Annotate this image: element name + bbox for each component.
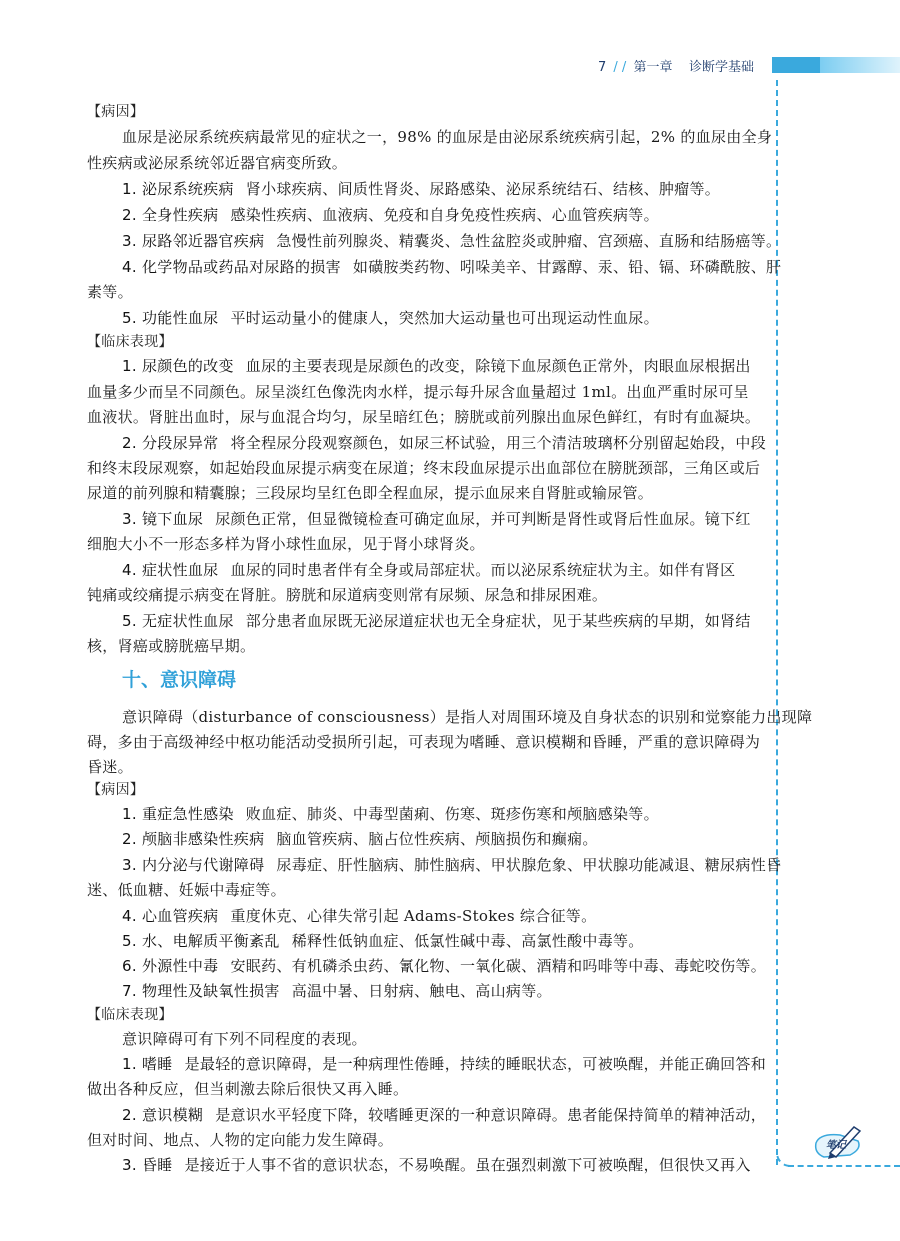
list-item-keyword: 3. 镜下血尿: [122, 510, 204, 528]
list-item: [122, 805, 659, 823]
clinical-tag: 【临床表现】: [87, 334, 173, 350]
list-item: [122, 982, 552, 1000]
list-item-continued: 素等。: [87, 283, 133, 301]
list-item-keyword: 6. 外源性中毒: [122, 957, 219, 975]
list-item-text: 是意识水平轻度下降，较嗜睡更深的一种意识障碍。患者能保持简单的精神活动，: [215, 1106, 766, 1124]
list-item: [122, 258, 781, 276]
list-item: [122, 206, 659, 224]
list-item-text: 急慢性前列腺炎、精囊炎、急性盆腔炎或肿瘤、宫颈癌、直肠和结肠癌等。: [276, 232, 782, 250]
paragraph-line: 做出各种反应，但当刺激去除后很快又再入睡。: [87, 1080, 409, 1098]
list-item-keyword: 4. 化学物品或药品对尿路的损害: [122, 258, 341, 276]
paragraph-line: 尿道的前列腺和精囊腺；三段尿均呈红色即全程血尿，提示血尿来自肾脏或输尿管。: [87, 484, 654, 502]
list-item-keyword: 5. 水、电解质平衡紊乱: [122, 932, 280, 950]
list-item: [122, 232, 781, 250]
list-item-keyword: 5. 功能性血尿: [122, 309, 219, 327]
list-item-text: 平时运动量小的健康人，突然加大运动量也可出现运动性血尿。: [230, 309, 659, 327]
list-item: [122, 510, 751, 528]
list-item-keyword: 2. 颅脑非感染性疾病: [122, 830, 265, 848]
list-item: [122, 856, 781, 874]
list-item-keyword: 1. 泌尿系统疾病: [122, 180, 234, 198]
list-item-keyword: 7. 物理性及缺氧性损害: [122, 982, 280, 1000]
header-text: [598, 56, 754, 75]
list-item-text: 脑血管疾病、脑占位性疾病、颅脑损伤和癫痫。: [276, 830, 598, 848]
paragraph-line: 血尿是泌尿系统疾病最常见的症状之一，98% 的血尿是由泌尿系统疾病引起，2% 的血尿由全身: [122, 128, 773, 146]
list-item-text: 重度休克、心律失常引起 Adams-Stokes 综合征等。: [230, 907, 597, 925]
list-item-continued: 迷、低血糖、妊娠中毒症等。: [87, 881, 286, 899]
list-item-keyword: 3. 昏睡: [122, 1156, 173, 1174]
chapter-label: 第一章: [633, 60, 673, 75]
paragraph-line: 核，肾癌或膀胱癌早期。: [87, 637, 256, 655]
list-item: [122, 612, 751, 630]
list-item-keyword: 4. 心血管疾病: [122, 907, 219, 925]
paragraph-line: 昏迷。: [87, 758, 133, 776]
list-item-text: 尿颜色正常，但显微镜检查可确定血尿，并可判断是肾性或肾后性血尿。镜下红: [215, 510, 751, 528]
list-item-keyword: 2. 全身性疾病: [122, 206, 219, 224]
paragraph-line: 但对时间、地点、人物的定向能力发生障碍。: [87, 1131, 394, 1149]
list-item: [122, 561, 735, 579]
list-item: [122, 357, 751, 375]
clinical-tag: 【临床表现】: [87, 1007, 173, 1023]
list-item-keyword: 2. 意识模糊: [122, 1106, 204, 1124]
paragraph-line: 意识障碍可有下列不同程度的表现。: [122, 1030, 367, 1048]
paragraph-line: 和终末段尿观察，如起始段血尿提示病变在尿道；终末段血尿提示出血部位在膀胱颈部，三角区或后: [87, 459, 761, 477]
list-item-text: 稀释性低钠血症、低氯性碱中毒、高氯性酸中毒等。: [291, 932, 644, 950]
list-item-keyword: 1. 重症急性感染: [122, 805, 234, 823]
list-item: [122, 434, 766, 452]
list-item: [122, 309, 659, 327]
list-item-text: 尿毒症、肝性脑病、肺性脑病、甲状腺危象、甲状腺功能减退、糖尿病性昏: [276, 856, 782, 874]
list-item: [122, 1055, 766, 1073]
chapter-title: 诊断学基础: [689, 60, 755, 75]
list-item-text: 高温中暑、日射病、触电、高山病等。: [291, 982, 552, 1000]
notes-label: 笔记: [826, 1140, 846, 1151]
list-item: [122, 1156, 751, 1174]
list-item: [122, 830, 598, 848]
cause-tag: 【病因】: [87, 104, 145, 120]
list-item-text: 是接近于人事不省的意识状态，不易唤醒。虽在强烈刺激下可被唤醒，但很快又再入: [184, 1156, 751, 1174]
page-number: 7: [598, 60, 607, 75]
list-item-keyword: 1. 尿颜色的改变: [122, 357, 234, 375]
paragraph-line: 性疾病或泌尿系统邻近器官病变所致。: [87, 154, 348, 172]
list-item-text: 是最轻的意识障碍，是一种病理性倦睡，持续的睡眠状态，可被唤醒，并能正确回答和: [184, 1055, 766, 1073]
page-header: [0, 54, 900, 76]
notes-margin: [776, 0, 900, 1241]
paragraph-line: 细胞大小不一形态多样为肾小球性血尿，见于肾小球肾炎。: [87, 535, 485, 553]
list-item-text: 肾小球疾病、间质性肾炎、尿路感染、泌尿系统结石、结核、肿瘤等。: [245, 180, 721, 198]
list-item-keyword: 3. 尿路邻近器官疾病: [122, 232, 265, 250]
list-item-text: 如磺胺类药物、吲哚美辛、甘露醇、汞、铅、镉、环磷酰胺、肝: [352, 258, 782, 276]
notes-divider-bottom: [788, 1165, 900, 1167]
list-item: [122, 1106, 766, 1124]
paragraph-line: 碍，多由于高级神经中枢功能活动受损所引起，可表现为嗜睡、意识模糊和昏睡，严重的意识障碍为: [87, 733, 761, 751]
list-item-text: 感染性疾病、血液病、免疫和自身免疫性疾病、心血管疾病等。: [230, 206, 659, 224]
paragraph-line: 钝痛或绞痛提示病变在肾脏。膀胱和尿道病变则常有尿频、尿急和排尿困难。: [87, 586, 608, 604]
paragraph-line: 血液状。肾脏出血时，尿与血混合均匀，尿呈暗红色；膀胱或前列腺出血尿色鲜红，有时有血凝块。: [87, 408, 761, 426]
list-item-text: 败血症、肺炎、中毒型菌痢、伤寒、斑疹伤寒和颅脑感染等。: [245, 805, 659, 823]
list-item-text: 血尿的同时患者伴有全身或局部症状。而以泌尿系统症状为主。如伴有肾区: [230, 561, 736, 579]
list-item-keyword: 3. 内分泌与代谢障碍: [122, 856, 265, 874]
list-item: [122, 957, 766, 975]
list-item-text: 将全程尿分段观察颜色，如尿三杯试验，用三个清洁玻璃杯分别留起始段，中段: [230, 434, 766, 452]
list-item-keyword: 4. 症状性血尿: [122, 561, 219, 579]
list-item-text: 安眠药、有机磷杀虫药、氰化物、一氧化碳、酒精和吗啡等中毒、毒蛇咬伤等。: [230, 957, 766, 975]
list-item-keyword: 2. 分段尿异常: [122, 434, 219, 452]
section-title: 十、意识障碍: [122, 669, 237, 691]
list-item: [122, 932, 644, 950]
paragraph-line: 意识障碍（disturbance of consciousness）是指人对周围环境及自身状态的识别和觉察能力出现障: [122, 708, 813, 726]
list-item: [122, 907, 596, 925]
list-item-text: 血尿的主要表现是尿颜色的改变，除镜下血尿颜色正常外，肉眼血尿根据出: [245, 357, 751, 375]
list-item-text: 部分患者血尿既无泌尿道症状也无全身症状，见于某些疾病的早期，如肾结: [245, 612, 751, 630]
list-item: [122, 180, 720, 198]
list-item-keyword: 5. 无症状性血尿: [122, 612, 234, 630]
header-separator: / /: [613, 60, 627, 75]
list-item-keyword: 1. 嗜睡: [122, 1055, 173, 1073]
cause-tag: 【病因】: [87, 782, 145, 798]
paragraph-line: 血量多少而呈不同颜色。尿呈淡红色像洗肉水样，提示每升尿含血量超过 1ml。出血严重时尿可呈: [87, 383, 749, 401]
